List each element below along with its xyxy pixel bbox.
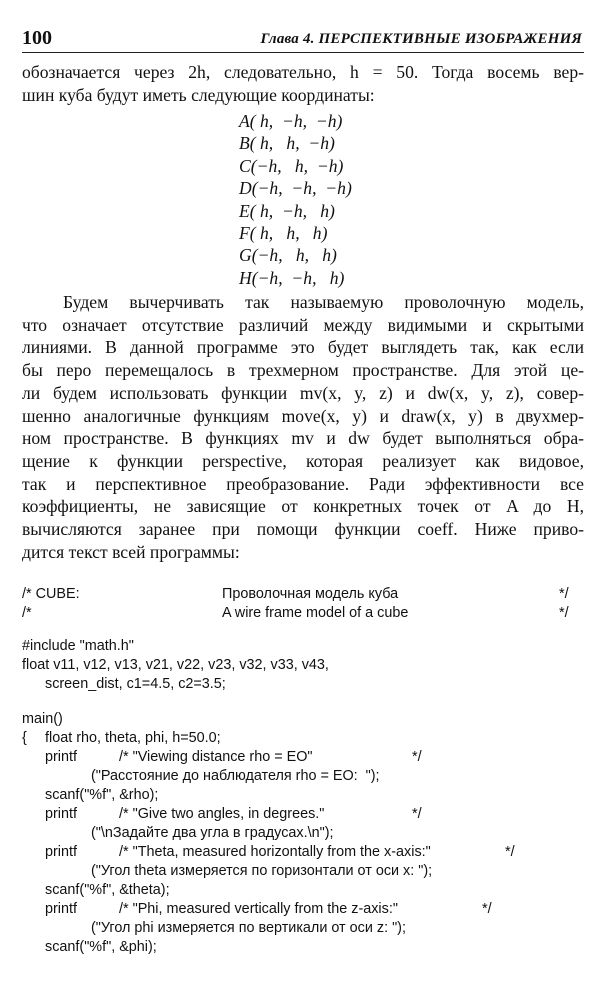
vertex-e: E( h, −h, h) <box>239 200 335 221</box>
code-token: ("Угол phi измеряется по вертикали от оси z: "); <box>91 920 406 936</box>
text-line: коэффициенты, не зависящие от конкретных точек от A до H, <box>22 496 584 517</box>
code-token: printf <box>45 749 77 765</box>
vertex-a: A( h, −h, −h) <box>239 111 343 131</box>
page-number: 100 <box>22 27 52 49</box>
code-line <box>22 939 584 958</box>
chapter-title: Глава 4. ПЕРСПЕКТИВНЫЕ ИЗОБРАЖЕНИЯ <box>260 31 582 47</box>
code-token: ("Угол theta измеряется по горизонтали от оси x: "); <box>91 863 433 879</box>
vertex-coordinates <box>239 110 352 289</box>
text-line: линиями. В данной программе это будет выглядеть так, как если <box>22 337 584 358</box>
code-token: float rho, theta, phi, h=50.0; <box>45 730 221 746</box>
running-header <box>22 27 584 53</box>
code-token: /* "Theta, measured horizontally from the x-axis:" <box>119 844 431 860</box>
code-token: #include "math.h" <box>22 638 134 654</box>
code-token: screen_dist, c1=4.5, c2=3.5; <box>45 676 226 692</box>
code-token: */ <box>559 586 569 602</box>
text-line: обозначается через 2h, следовательно, h = 50. Тогда восемь вер- <box>22 62 584 82</box>
code-token: */ <box>412 806 422 822</box>
code-line <box>22 730 584 749</box>
text-line: шенно аналогичные функциям move(x, y) и draw(x, y) в двухмер- <box>22 405 584 426</box>
code-line <box>22 768 584 787</box>
text-line: что означает отсутствие различий между видимыми и скрытыми <box>22 314 584 335</box>
text-line: шин куба будут иметь следующие координаты: <box>22 84 375 105</box>
text-line: ли будем использовать функции mv(x, y, z) и dw(x, y, z), совер- <box>22 382 584 403</box>
code-token: printf <box>45 901 77 917</box>
body-paragraph <box>22 291 584 563</box>
text-line: так и перспективное преобразование. Ради эффективности все <box>22 473 584 494</box>
code-line <box>22 749 584 768</box>
code-token: */ <box>412 749 422 765</box>
vertex-c: C(−h, h, −h) <box>239 155 344 176</box>
code-line <box>22 787 584 806</box>
vertex-f: F( h, h, h) <box>239 222 328 243</box>
code-line <box>22 657 584 676</box>
code-token: /* "Viewing distance rho = EO" <box>119 749 313 765</box>
code-token: ("\nЗадайте два угла в градусах.\n"); <box>91 825 334 841</box>
code-token: scanf("%f", &phi); <box>45 939 157 955</box>
intro-paragraph <box>22 61 584 106</box>
text-line: ном пространстве. В функциях mv и dw будет выполняться обра- <box>22 428 584 449</box>
code-token: main() <box>22 711 63 727</box>
code-line <box>22 882 584 901</box>
code-token: { <box>22 730 27 746</box>
code-token: scanf("%f", &theta); <box>45 882 170 898</box>
code-line <box>22 825 584 844</box>
vertex-b: B( h, h, −h) <box>239 133 335 154</box>
code-token: /* <box>22 605 32 621</box>
code-line <box>22 605 584 624</box>
code-line <box>22 863 584 882</box>
code-token: */ <box>559 605 569 621</box>
code-token: */ <box>482 901 492 917</box>
code-token: /* "Give two angles, in degrees." <box>119 806 325 822</box>
code-line <box>22 920 584 939</box>
code-line <box>22 711 584 730</box>
text-line: дится текст всей программы: <box>22 541 240 562</box>
text-line: щение к функции perspective, которая реализует как видовое, <box>22 450 584 471</box>
code-line <box>22 676 584 695</box>
code-token: A wire frame model of a cube <box>222 605 409 621</box>
code-line <box>22 901 584 920</box>
text-line: вычисляются заранее при помощи функции coeff. Ниже приво- <box>22 519 584 540</box>
code-token: ("Расстояние до наблюдателя rho = EO: "); <box>91 768 380 784</box>
vertex-h: H(−h, −h, h) <box>239 267 345 288</box>
vertex-d: D(−h, −h, −h) <box>239 178 352 199</box>
code-line <box>22 844 584 863</box>
code-token: Проволочная модель куба <box>222 586 399 602</box>
code-token: printf <box>45 806 77 822</box>
code-line <box>22 806 584 825</box>
text-line: бы перо перемещалось в трехмерном пространстве. Для этой це- <box>22 360 584 381</box>
code-token: /* CUBE: <box>22 586 80 602</box>
vertex-g: G(−h, h, h) <box>239 245 337 266</box>
code-token: /* "Phi, measured vertically from the z-axis:" <box>119 901 398 917</box>
code-token: */ <box>505 844 515 860</box>
code-token: scanf("%f", &rho); <box>45 787 159 803</box>
code-line <box>22 586 584 605</box>
text-line: Будем вычерчивать так называемую проволочную модель, <box>63 292 584 312</box>
code-token: printf <box>45 844 77 860</box>
code-line <box>22 638 584 657</box>
code-token: float v11, v12, v13, v21, v22, v23, v32, v33, v43, <box>22 657 329 673</box>
